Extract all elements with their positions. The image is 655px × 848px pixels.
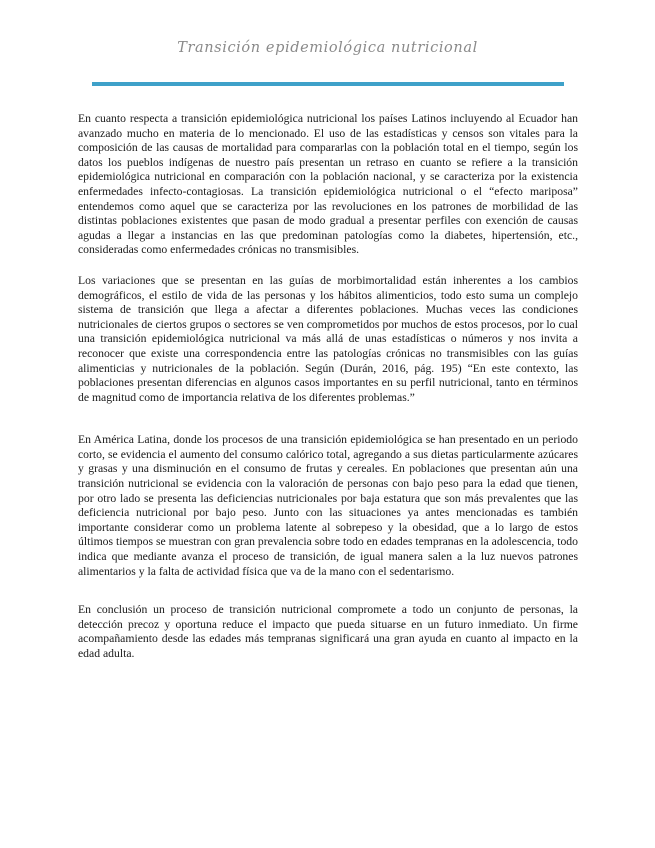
paragraph-3: En América Latina, donde los procesos de una transición epidemiológica se han presentado en un periodo corto, se evidencia el aumento del consumo calórico total, agregando a sus dietas particularmente azúcares y grasas y una disminución en el consumo de frutas y cereales. En poblaciones que presentan aún una transición nutricional se evidencia con la valoración de personas con bajo peso para la edad que tienen, por otro lado se presenta las deficiencias nutricionales por baja estatura que son más prevalentes que las deficiencia nutricional por bajo peso. Junto con las situaciones ya antes mencionadas es también importante considerar como un problema latente al sobrepeso y la obesidad, que a lo largo de estos últimos tiempos se muestran con gran prevalencia sobre todo en edades tempranas en la adolescencia, todo indica que mediante avanza el proceso de transición, de igual manera salen a la luz nuevos patrones alimentarios y la falta de actividad física que va de la mano con el sedentarismo. [78, 433, 578, 578]
page-title: Transición epidemiológica nutricional [177, 40, 478, 56]
document-body [78, 112, 578, 662]
paragraph-4: En conclusión un proceso de transición nutricional compromete a todo un conjunto de personas, la detección precoz y oportuna reduce el impacto que pueda situarse en un futuro inmediato. Un firme acompañamiento desde las edades más tempranas significará una gran ayuda en cuanto al impacto en la edad adulta. [78, 603, 578, 660]
paragraph-1: En cuanto respecta a transición epidemiológica nutricional los países Latinos incluyendo al Ecuador han avanzado mucho en materia de lo mencionado. El uso de las estadísticas y censos son vitales para la composición de las causas de mortalidad para compararlas con la población total en el tiempo, según los datos los pueblos indígenas de nuestro país presentan un retraso en cuanto se refiere a la transición epidemiológica nutricional en comparación con la población nacional, y se caracteriza por la existencia enfermedades infecto-contagiosas. La transición epidemiológica nutricional o el “efecto mariposa” entendemos como aquel que se caracteriza por las revoluciones en los patrones de morbilidad de las distintas poblaciones existentes que pasan de modo gradual a presentar perfiles con exención de causas agudas a llegar a instancias en las que predominan patologías como la diabetes, hipertensión, etc., consideradas como enfermedades crónicas no transmisibles. [78, 112, 578, 257]
paragraph-2: Los variaciones que se presentan en las guías de morbimortalidad están inherentes a los cambios demográficos, el estilo de vida de las personas y los hábitos alimenticios, todo esto suma un complejo sistema de transición que llega a afectar a diferentes poblaciones. Muchas veces las condiciones nutricionales de ciertos grupos o sectores se ven comprometidos por muchos de estos procesos, por lo cual una transición epidemiológica nutricional va más allá de unas estadísticas o números y nos invita a reconocer que existe una correspondencia entre las patologías crónicas no transmisibles con las guías alimenticias y nutricionales de la población. Según (Durán, 2016, pág. 195) “En este contexto, las poblaciones presentan diferencias en algunos casos importantes en su perfil nutricional, tanto en términos de magnitud como de importancia relativa de los diferentes problemas.” [78, 273, 578, 404]
title-underline [92, 82, 564, 86]
